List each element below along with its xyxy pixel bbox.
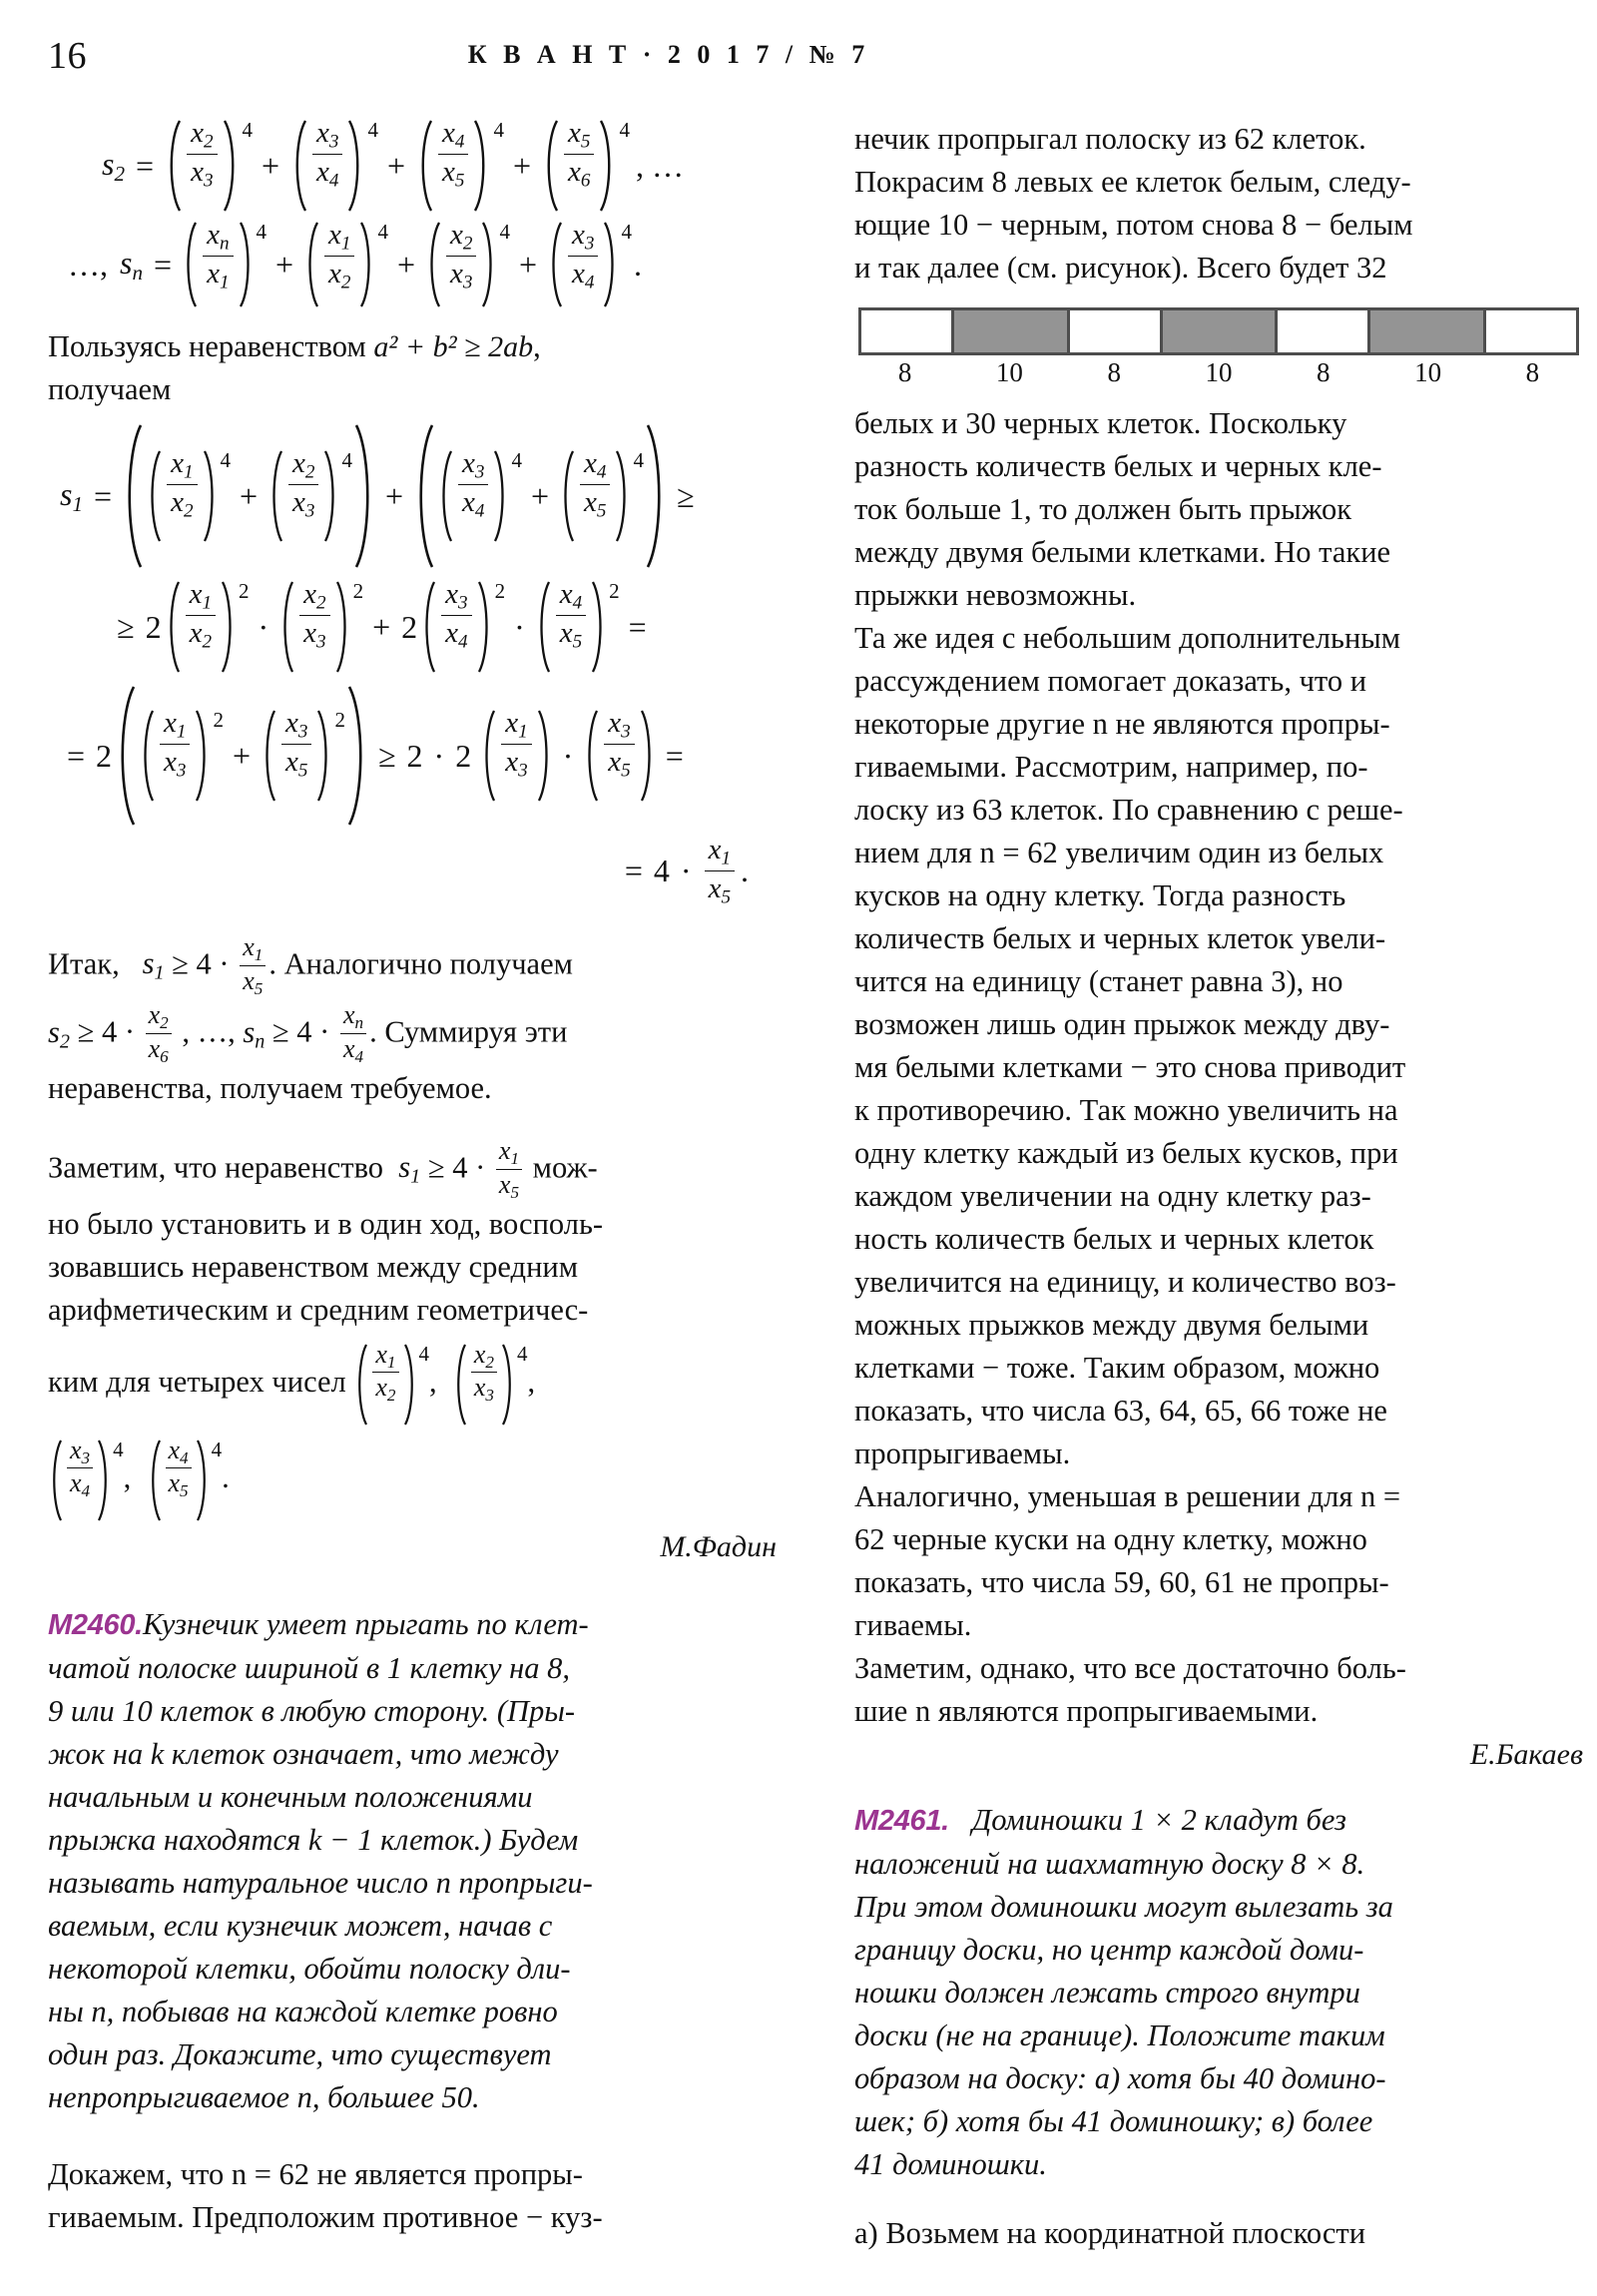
multiplication-dot: · (680, 853, 692, 889)
right-column (854, 118, 1583, 2255)
problem-line: доски (не на границе). Положите таким (854, 2018, 1385, 2052)
text-line: разность количеств белых и черных кле- (854, 449, 1382, 483)
equals-sign: = (154, 246, 173, 283)
s1-symbol: $s_1$ (60, 475, 84, 516)
strip-label: 10 (1414, 357, 1442, 387)
text-run: . Суммируя эти (369, 1014, 568, 1049)
strip-segment-gray-2 (1160, 310, 1276, 352)
formula-s1-line1 (48, 421, 777, 571)
paren-group-6 (302, 220, 388, 309)
sn-symbol: $s_n$ (120, 244, 144, 285)
s1-inline: $s_1$ (142, 946, 165, 984)
s1-inline: $s_1$ (398, 1150, 421, 1188)
paren-group-8 (546, 220, 632, 309)
coefficient-two: 2 (401, 608, 418, 645)
problem-line: начальным и конечным положениями (48, 1779, 533, 1814)
text-line: Заметим, однако, что все достаточно боль- (854, 1651, 1406, 1685)
text-line: белых и 30 черных клеток. Поскольку (854, 406, 1347, 440)
s2-symbol: $s_2$ (102, 145, 126, 186)
exponent: 2 (213, 708, 224, 732)
text-line: Аналогично, уменьшая в решении для n = (854, 1479, 1401, 1513)
problem-line: жок на k клеток означает, что между (48, 1736, 559, 1771)
text-line: и так далее (см. рисунок). Всего будет 32 (854, 251, 1387, 285)
multiplication-dot: · (562, 737, 574, 774)
paragraph-zametim-4: арифметическим и средним геометричес- (48, 1292, 589, 1327)
strip-segment-white-1 (861, 310, 951, 352)
fraction: $\frac{x_1}{x_2}$ (163, 448, 201, 522)
exponent: 4 (377, 220, 388, 244)
paren-group-7 (424, 220, 510, 309)
paren-group-17 (138, 708, 224, 804)
text-run: Итак, (48, 946, 120, 981)
fraction: $\frac{x_2}{x_3}$ (442, 220, 480, 293)
fraction: $\frac{x_1}{x_3}$ (497, 708, 535, 782)
plus-sign: + (384, 477, 404, 514)
fraction-inline: $\frac{x_1}{x_5}$ (493, 1137, 525, 1202)
problem-line: непропрыгиваемое n, большее 50. (48, 2079, 480, 2114)
equals-sign: = (628, 608, 647, 645)
coefficient-two: 2 (96, 737, 113, 774)
problem-line: чатой полоске шириной в 1 клетку на 8, (48, 1650, 570, 1685)
fraction: $x_2$ $x_3$ (468, 1341, 500, 1406)
paragraph-itak: Итак, $s_1 \ge 4$ · $\frac{x_1}{x_5}$ . Аналогично получаем (48, 931, 573, 998)
text-line: гиваемыми. Рассмотрим, например, по- (854, 750, 1368, 784)
fraction: $\frac{x_2}{x_3}$ (295, 579, 333, 653)
author-attribution-1: М.Фадин (660, 1529, 777, 1563)
period: . (741, 853, 749, 889)
text-line: ность количеств белых и черных клеток (854, 1222, 1374, 1256)
fraction: $x_4$ $x_5$ (163, 1436, 195, 1501)
strip-segment-gray-1 (951, 310, 1067, 352)
fraction: $\frac{x_4}{x_5}$ (576, 448, 614, 522)
exponent: 4 (619, 118, 630, 142)
text-line: можных прыжков между двумя белыми (854, 1308, 1369, 1342)
problem-m2460 (48, 1603, 777, 2119)
plus-sign: + (232, 737, 252, 774)
fraction: $\frac{x_n}{x_1}$ (199, 220, 237, 293)
text-line: ющие 10 − черным, потом снова 8 − белым (854, 208, 1413, 242)
fraction: $\frac{x_3}{x_4}$ (437, 579, 475, 653)
text-line: нием для n = 62 увеличим один из белых (854, 836, 1384, 869)
equals-sign: = (67, 737, 86, 774)
fraction: $\frac{x_2}{x_3}$ (183, 118, 221, 192)
running-head: К В А Н Т · 2 0 1 7 / № 7 (467, 40, 870, 69)
plus-sign: + (372, 608, 391, 645)
text-run: . Аналогично получаем (268, 946, 573, 981)
equals-sign: = (665, 737, 684, 774)
text-run: мож- (532, 1150, 598, 1185)
text-line: Докажем, что n = 62 не является пропры- (48, 2156, 583, 2191)
problem-line: ваемым, если кузнечик может, начав с (48, 1908, 553, 1943)
paragraph-r5 (854, 1647, 1583, 1733)
paren-group-2 (288, 118, 378, 214)
text-line: шие n являются пропрыгиваемыми. (854, 1694, 1319, 1728)
paren-group-13 (164, 579, 250, 675)
paragraph-r4 (854, 1475, 1583, 1647)
ellipsis: , … (635, 147, 684, 184)
fraction: $\frac{x_4}{x_5}$ (434, 118, 472, 192)
coefficient-two: 2 (455, 737, 472, 774)
paragraph-zametim-2: но было установить и в один ход, восполь- (48, 1206, 604, 1241)
problem-line: ношки должен лежать строго внутри (854, 1976, 1360, 2009)
plus-sign: + (386, 147, 406, 184)
exponent: 4 (633, 448, 644, 472)
exponent: 4 (499, 220, 510, 244)
paren-group-23 (48, 1437, 124, 1523)
problem-line: Кузнечик умеет прыгать по клет- (142, 1606, 589, 1641)
problem-line: 41 доминошки. (854, 2147, 1047, 2181)
strip-label: 8 (1317, 357, 1331, 387)
exponent: 4 (621, 220, 632, 244)
fraction: $\frac{x_3}{x_4}$ (308, 118, 346, 192)
fraction: $\frac{x_3}{x_4}$ (454, 448, 492, 522)
problem-line: называть натуральное число n пропрыги- (48, 1865, 593, 1900)
paren-group-24 (147, 1437, 223, 1523)
left-column (48, 118, 777, 2239)
exponent: 4 (211, 1436, 223, 1461)
text-line: Покрасим 8 левых ее клеток белым, следу- (854, 165, 1411, 199)
problem-line: границу доски, но центр каждой доми- (854, 1933, 1364, 1967)
fraction: $\frac{x_2}{x_3}$ (284, 448, 322, 522)
problem-id-m2461: M2461. (854, 1805, 949, 1837)
inequality-a2b2: a² + b² ≥ 2ab (373, 330, 534, 363)
paren-group-18 (260, 708, 345, 804)
exponent: 4 (113, 1436, 124, 1461)
text-line: мя белыми клетками − это снова приводит (854, 1050, 1406, 1084)
fraction: $\frac{x_3}{x_4}$ (564, 220, 602, 293)
multiplication-dot: · (258, 608, 269, 645)
paragraph-r6-last: а) Возьмем на координатной плоскости (854, 2216, 1366, 2250)
text-run: Заметим, что неравенство (48, 1150, 384, 1185)
page-number: 16 (48, 35, 87, 77)
fraction-inline: $\frac{x_n}{x_4}$ (337, 1001, 369, 1066)
formula-s1-line3 (48, 683, 777, 829)
strip-diagram (858, 307, 1579, 355)
text-line: показать, что числа 59, 60, 61 не пропры- (854, 1565, 1389, 1599)
paren-group-12 (558, 448, 644, 544)
fraction: $\frac{x_5}{x_6}$ (560, 118, 598, 192)
coefficient-four: 4 (653, 853, 670, 889)
text-line: возможен лишь один прыжок между дву- (854, 1007, 1390, 1041)
text-line: к противоречию. Так можно увеличить на (854, 1093, 1398, 1127)
text-line: прыжки невозможны. (854, 578, 1137, 612)
formula-sn (48, 220, 777, 309)
plus-sign: + (396, 246, 416, 283)
exponent: 2 (494, 579, 506, 603)
paren-group-5 (181, 220, 266, 309)
strip-segment-white-2 (1067, 310, 1160, 352)
paren-group-20 (582, 708, 656, 804)
paren-group-4 (540, 118, 630, 214)
plus-sign: + (262, 147, 280, 184)
text-line: некоторые другие n не являются пропры- (854, 707, 1390, 741)
problem-line: шек; б) хотя бы 41 доминошку; в) более (854, 2104, 1373, 2138)
text-line: нечик пропрыгал полоску из 62 клеток. (854, 122, 1366, 156)
equals-sign: = (94, 477, 113, 514)
paragraph-r3 (854, 617, 1583, 1475)
problem-line: прыжка находятся k − 1 клеток.) Будем (48, 1822, 579, 1857)
paren-group-1 (163, 118, 253, 214)
paragraph-four-numbers: ким для четырех чисел $x_1$ $x_2$ 4 , $x_2$ $x_3$ 4 , (48, 1342, 777, 1428)
author-attribution-2: Е.Бакаев (1469, 1738, 1583, 1771)
text-line: ток больше 1, то должен быть прыжок (854, 492, 1352, 526)
paragraph-zametim-1: Заметим, что неравенство $s_1 \ge 4$ · $\frac{x_1}{x_5}$ мож- (48, 1136, 598, 1202)
formula-s2 (48, 118, 777, 214)
formula-s1-result (48, 835, 777, 908)
strip-labels (858, 357, 1579, 388)
strip-label: 8 (1525, 357, 1540, 387)
strip-label: 10 (1205, 357, 1233, 387)
fraction: $x_1$ $x_2$ (369, 1341, 401, 1406)
geq-sign: ≥ (377, 737, 396, 774)
strip-label: 8 (897, 357, 912, 387)
coefficient-two: 2 (145, 608, 162, 645)
text-line: пропрыгиваемы. (854, 1436, 1071, 1470)
fraction: $\frac{x_3}{x_5}$ (277, 708, 315, 782)
paren-group-19 (473, 708, 553, 804)
comma: , (533, 329, 541, 363)
text-run: ким для четырех чисел (48, 1364, 346, 1399)
fraction: $\frac{x_4}{x_5}$ (552, 579, 590, 653)
paragraph-neravenstva: неравенства, получаем требуемое. (48, 1071, 492, 1106)
exponent: 2 (334, 708, 345, 732)
multiplication-dot: · (433, 737, 445, 774)
paren-group-3 (414, 118, 504, 214)
s2-inline: $s_2$ (48, 1014, 70, 1053)
problem-line: При этом доминошки могут вылезать за (854, 1890, 1393, 1924)
problem-line: один раз. Докажите, что существует (48, 2036, 552, 2071)
multiplication-dot: · (514, 608, 525, 645)
problem-m2461 (854, 1799, 1583, 2186)
paren-group-21 (353, 1339, 429, 1428)
paragraph-s2sn-bounds: $s_2 \ge 4$ · $\frac{x_2}{x_6}$ , …, $s_n \ge 4$ · $\frac{x_n}{x_4}$ . Суммируя эти (48, 1000, 568, 1067)
text-line: Та же идея с небольшим дополнительным (854, 621, 1401, 655)
paragraph-four-numbers-2: $x_3$ $x_4$ 4 , $x_4$ $x_5$ 4 . (48, 1437, 777, 1523)
plus-sign: + (240, 477, 259, 514)
text-line: гиваемы. (854, 1608, 972, 1642)
geq-sign: ≥ (117, 608, 135, 645)
fraction: $\frac{x_1}{x_2}$ (320, 220, 358, 293)
text-run: Пользуясь неравенством (48, 329, 366, 363)
fraction: $\frac{x_3}{x_5}$ (600, 708, 638, 782)
plus-sign: + (512, 147, 532, 184)
text-line: чится на единицу (станет равна 3), но (854, 964, 1343, 998)
plus-sign: + (518, 246, 538, 283)
exponent: 4 (367, 118, 378, 142)
equals-sign: = (136, 147, 155, 184)
strip-segment-white-3 (1275, 310, 1367, 352)
leading-ellipsis: …, (68, 246, 108, 283)
strip-label: 10 (995, 357, 1023, 387)
fraction: $x_3$ $x_4$ (64, 1436, 96, 1501)
paragraph-dokazhem (48, 2153, 777, 2239)
problem-line: наложений на шахматную доску 8 × 8. (854, 1847, 1365, 1881)
exponent: 2 (609, 579, 620, 603)
plus-sign: + (275, 246, 294, 283)
fraction: $\frac{x_1}{x_5}$ (701, 835, 739, 908)
fraction-inline: $\frac{x_1}{x_5}$ (237, 933, 268, 998)
coefficient-two: 2 (406, 737, 423, 774)
geq-sign: ≥ (676, 477, 695, 514)
text-line: одну клетку каждый из белых кусков, при (854, 1136, 1398, 1170)
problem-id-m2460: M2460. (48, 1608, 143, 1641)
fraction: $\frac{x_1}{x_3}$ (156, 708, 194, 782)
problem-line: ны n, побывав на каждой клетке ровно (48, 1994, 558, 2028)
paren-group-9 (145, 448, 231, 544)
exponent: 4 (341, 448, 352, 472)
text-line: рассуждением помогает доказать, что и (854, 664, 1367, 698)
paragraph-r1 (854, 118, 1583, 289)
problem-line: 9 или 10 клеток в любую сторону. (Пры- (48, 1693, 576, 1728)
paren-group-11 (436, 448, 522, 544)
text-line: кусков на одну клетку. Тогда разность (854, 878, 1346, 912)
strip-coloring-figure (854, 307, 1583, 388)
paren-group-16 (534, 579, 620, 675)
problem-line: образом на доску: а) хотя бы 40 домино- (854, 2061, 1386, 2095)
exponent: 4 (220, 448, 231, 472)
strip-label: 8 (1107, 357, 1121, 387)
strip-segment-gray-3 (1367, 310, 1483, 352)
text-line: между двумя белыми клетками. Но такие (854, 535, 1391, 569)
paren-group-10 (266, 448, 352, 544)
exponent: 4 (242, 118, 253, 142)
text-line: увеличится на единицу, и количество воз- (854, 1265, 1396, 1299)
exponent: 4 (418, 1341, 429, 1366)
text-run: получаем (48, 372, 172, 406)
exponent: 4 (517, 1341, 528, 1366)
text-line: 62 черные куски на одну клетку, можно (854, 1522, 1367, 1556)
text-line: гиваемым. Предположим противное − куз- (48, 2199, 603, 2234)
paren-group-14 (277, 579, 363, 675)
exponent: 2 (352, 579, 364, 603)
text-line: клетками − тоже. Таким образом, можно (854, 1351, 1380, 1385)
paragraph-polzuyas (48, 325, 777, 411)
text-line: количеств белых и черных клеток увели- (854, 921, 1386, 955)
exponent: 4 (511, 448, 522, 472)
plus-sign: + (530, 477, 550, 514)
problem-line: Доминошки 1 × 2 кладут без (971, 1803, 1346, 1837)
text-line: каждом увеличении на одну клетку раз- (854, 1179, 1371, 1213)
exponent: 4 (256, 220, 266, 244)
exponent: 4 (493, 118, 504, 142)
page-header (0, 34, 1597, 82)
sn-inline: $s_n$ (243, 1014, 266, 1053)
formula-s1-line2 (48, 579, 777, 675)
period: . (633, 246, 642, 283)
fraction-inline: $\frac{x_2}{x_6}$ (143, 1001, 175, 1066)
exponent: 2 (239, 579, 250, 603)
fraction: $\frac{x_1}{x_2}$ (182, 579, 220, 653)
text-line: показать, что числа 63, 64, 65, 66 тоже не (854, 1394, 1387, 1428)
text-line: лоску из 63 клеток. По сравнению с реше- (854, 793, 1403, 827)
paragraph-r2 (854, 402, 1583, 617)
paren-group-22 (452, 1339, 528, 1428)
paragraph-zametim-3: зовавшись неравенством между средним (48, 1249, 579, 1284)
equals-sign: = (624, 853, 643, 889)
paren-group-15 (419, 579, 505, 675)
problem-line: некоторой клетки, обойти полоску дли- (48, 1951, 571, 1986)
strip-segment-white-4 (1483, 310, 1576, 352)
